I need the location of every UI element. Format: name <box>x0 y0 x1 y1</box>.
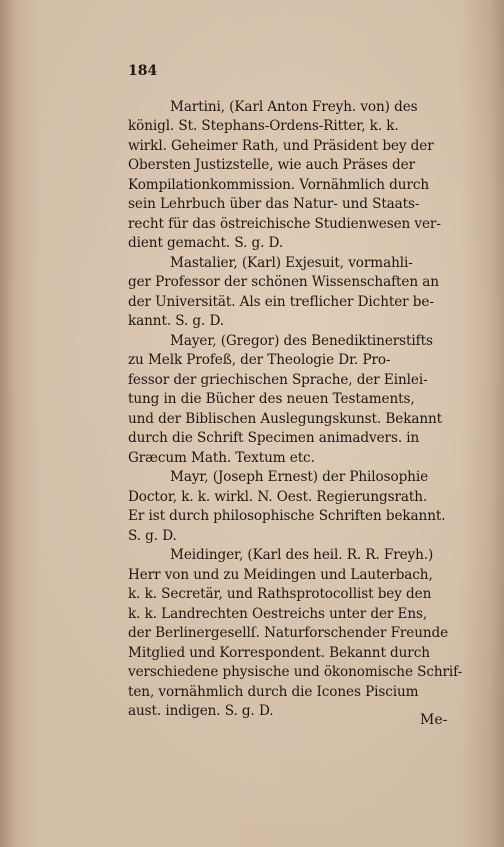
text-line: S. g. D. <box>128 527 177 544</box>
text-line: Herr von und zu Meidingen und Lauterbach, <box>128 566 433 583</box>
text-line: sein Lehrbuch über das Natur- und Staats- <box>128 196 420 212</box>
text-line: wirkl. Geheimer Rath, und Präsident bey der <box>128 137 434 154</box>
text-line: Doctor, k. k. wirkl. N. Oest. Regierungsrath. <box>128 488 428 505</box>
text-line: der Universität. Als ein treflicher Dichter be- <box>128 293 434 310</box>
text-line: kannt. S. g. D. <box>128 313 225 329</box>
text-line: aust. indigen. S. g. D. <box>128 703 274 719</box>
entry-martini <box>128 98 478 254</box>
text-line: Mitglied und Korrespondent. Bekannt durch <box>128 644 430 661</box>
text-line: tung in die Bücher des neuen Testaments, <box>128 391 415 407</box>
text-line: Meidinger, (Karl des heil. R. R. Freyh.) <box>170 547 434 563</box>
text-line: Mayr, (Joseph Ernest) der Philosophie <box>170 469 429 485</box>
page-text <box>128 62 478 722</box>
text-line: k. k. Landrechten Oestreichs unter der Ens, <box>128 605 428 622</box>
text-line: Græcum Math. Textum etc. <box>128 449 315 466</box>
text-line: Kompilationkommission. Vornähmlich durch <box>128 176 430 193</box>
text-line: Mastalier, (Karl) Exjesuit, vormahli- <box>170 254 413 271</box>
text-line: ten, vornähmlich durch die Icones Piscium <box>128 683 419 700</box>
text-line: ger Professor der schönen Wissenschaften an <box>128 274 439 290</box>
text-line: Mayer, (Gregor) des Benediktinerstifts <box>170 332 433 349</box>
entry-mayer <box>128 332 478 469</box>
text-line: recht für das östreichische Studienwesen ver- <box>128 215 441 232</box>
text-line: verschiedene physische und ökonomische Schrif- <box>128 664 463 680</box>
text-line: der Berlinergesellſ. Naturforschender Freunde <box>128 625 449 641</box>
text-line: Er ist durch philosophische Schriften bekannt. <box>128 508 446 524</box>
text-line: dient gemacht. S. g. D. <box>128 235 284 251</box>
text-line: k. k. Secretär, und Rathsprotocollist bey den <box>128 586 432 602</box>
text-line: königl. St. Stephans-Ordens-Ritter, k. k. <box>128 118 399 134</box>
text-line: durch die Schrift Specimen animadvers. in <box>128 430 420 446</box>
text-line: fessor der griechischen Sprache, der Einlei- <box>128 371 428 388</box>
text-line: zu Melk Profeß, der Theologie Dr. Pro- <box>128 352 391 368</box>
entry-meidinger <box>128 546 478 722</box>
text-line: und der Biblischen Auslegungskunst. Bekannt <box>128 410 443 427</box>
entry-mayr <box>128 468 478 546</box>
text-line: Martini, (Karl Anton Freyh. von) des <box>170 98 418 115</box>
text-line: Obersten Justizstelle, wie auch Präses der <box>128 157 415 173</box>
entry-mastalier <box>128 254 478 332</box>
catchword: Me- <box>420 712 448 728</box>
page-number: 184 <box>128 63 158 79</box>
